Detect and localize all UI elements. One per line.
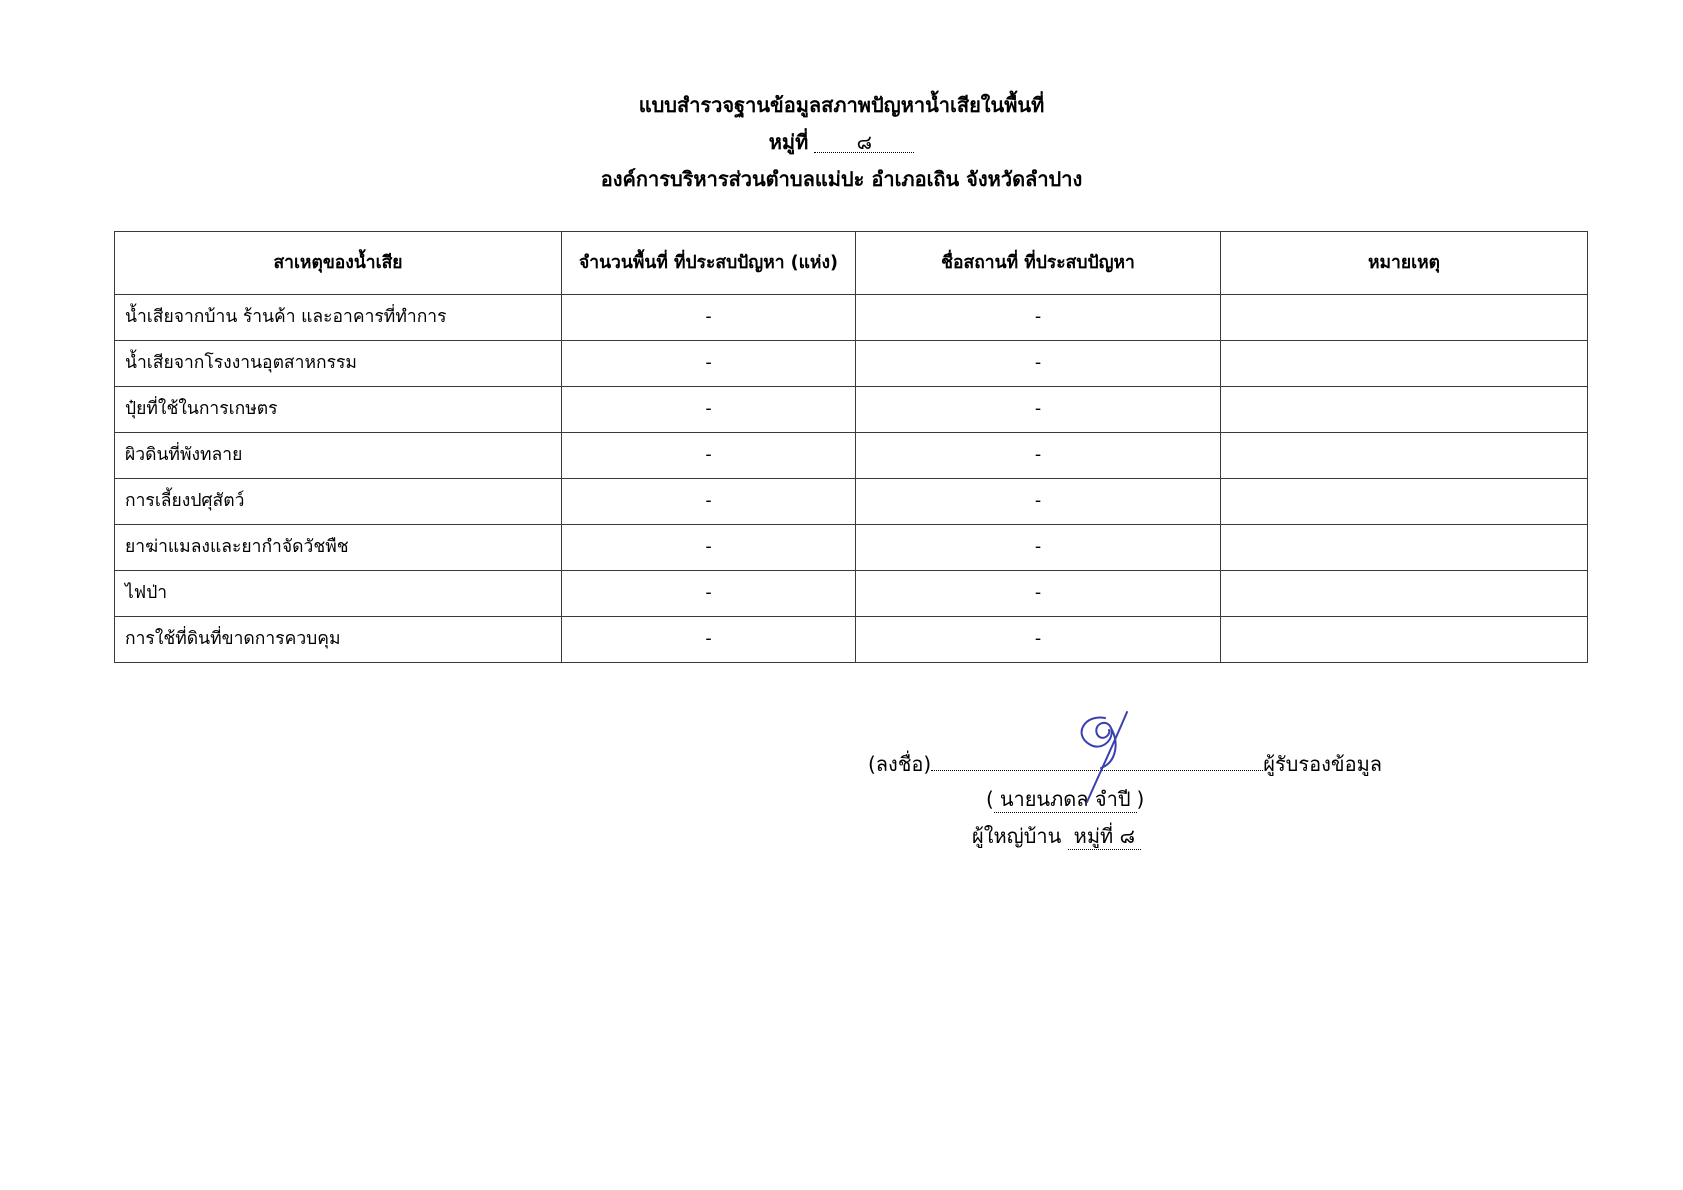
note-cell [1221,433,1588,479]
table-row [115,295,1588,341]
header-count: จำนวนพื้นที่ ที่ประสบปัญหา (แห่ง) [562,232,856,295]
place-cell: - [856,341,1221,387]
handwritten-signature [1045,706,1165,806]
place-cell: - [856,617,1221,663]
signer-position: ผู้ใหญ่บ้าน [972,824,1062,848]
note-cell [1221,387,1588,433]
count-cell: - [562,571,856,617]
count-cell: - [562,617,856,663]
cause-cell: ไฟป่า [115,571,562,617]
signature-stroke [1082,712,1127,802]
cause-cell: ยาฆ่าแมลงและยากำจัดวัชพืช [115,525,562,571]
header-note: หมายเหตุ [1221,232,1588,295]
organization-line: องค์การบริหารส่วนตำบลแม่ปะ อำเภอเถิน จังหวัดลำปาง [600,167,1083,191]
header-place: ชื่อสถานที่ ที่ประสบปัญหา [856,232,1221,295]
table-row [115,571,1588,617]
count-cell: - [562,295,856,341]
signer-position-line [972,823,1141,850]
cause-cell: น้ำเสียจากบ้าน ร้านค้า และอาคารที่ทำการ [115,295,562,341]
table-row [115,387,1588,433]
place-cell: - [856,479,1221,525]
cause-cell: ปุ๋ยที่ใช้ในการเกษตร [115,387,562,433]
table-header-row [115,232,1588,295]
cause-cell: การเลี้ยงปศุสัตว์ [115,479,562,525]
count-cell: - [562,341,856,387]
sign-suffix: ผู้รับรองข้อมูล [1263,752,1383,776]
count-cell: - [562,525,856,571]
table-row [115,479,1588,525]
note-cell [1221,525,1588,571]
village-label: หมู่ที่ [768,130,809,154]
sign-prefix: (ลงชื่อ) [868,752,932,776]
place-cell: - [856,295,1221,341]
cause-cell: ผิวดินที่พังทลาย [115,433,562,479]
note-cell [1221,479,1588,525]
signer-name: นายนภดล จำปี [994,786,1137,813]
wastewater-survey-table [114,231,1588,663]
cause-cell: น้ำเสียจากโรงงานอุตสาหกรรม [115,341,562,387]
place-cell: - [856,387,1221,433]
village-number: ๘ [814,132,914,153]
survey-title: แบบสำรวจฐานข้อมูลสภาพปัญหาน้ำเสียในพื้นที่ [638,93,1045,117]
table-row [115,617,1588,663]
name-open-paren: ( [986,787,994,811]
note-cell [1221,341,1588,387]
note-cell [1221,571,1588,617]
name-close-paren: ) [1136,787,1145,811]
note-cell [1221,295,1588,341]
cause-cell: การใช้ที่ดินที่ขาดการควบคุม [115,617,562,663]
count-cell: - [562,387,856,433]
village-line [0,129,1683,155]
table-row [115,525,1588,571]
signer-village: หมู่ที่ ๘ [1068,823,1141,850]
place-cell: - [856,571,1221,617]
header-cause: สาเหตุของน้ำเสีย [115,232,562,295]
note-cell [1221,617,1588,663]
place-cell: - [856,433,1221,479]
count-cell: - [562,433,856,479]
table-row [115,433,1588,479]
table-row [115,341,1588,387]
place-cell: - [856,525,1221,571]
count-cell: - [562,479,856,525]
